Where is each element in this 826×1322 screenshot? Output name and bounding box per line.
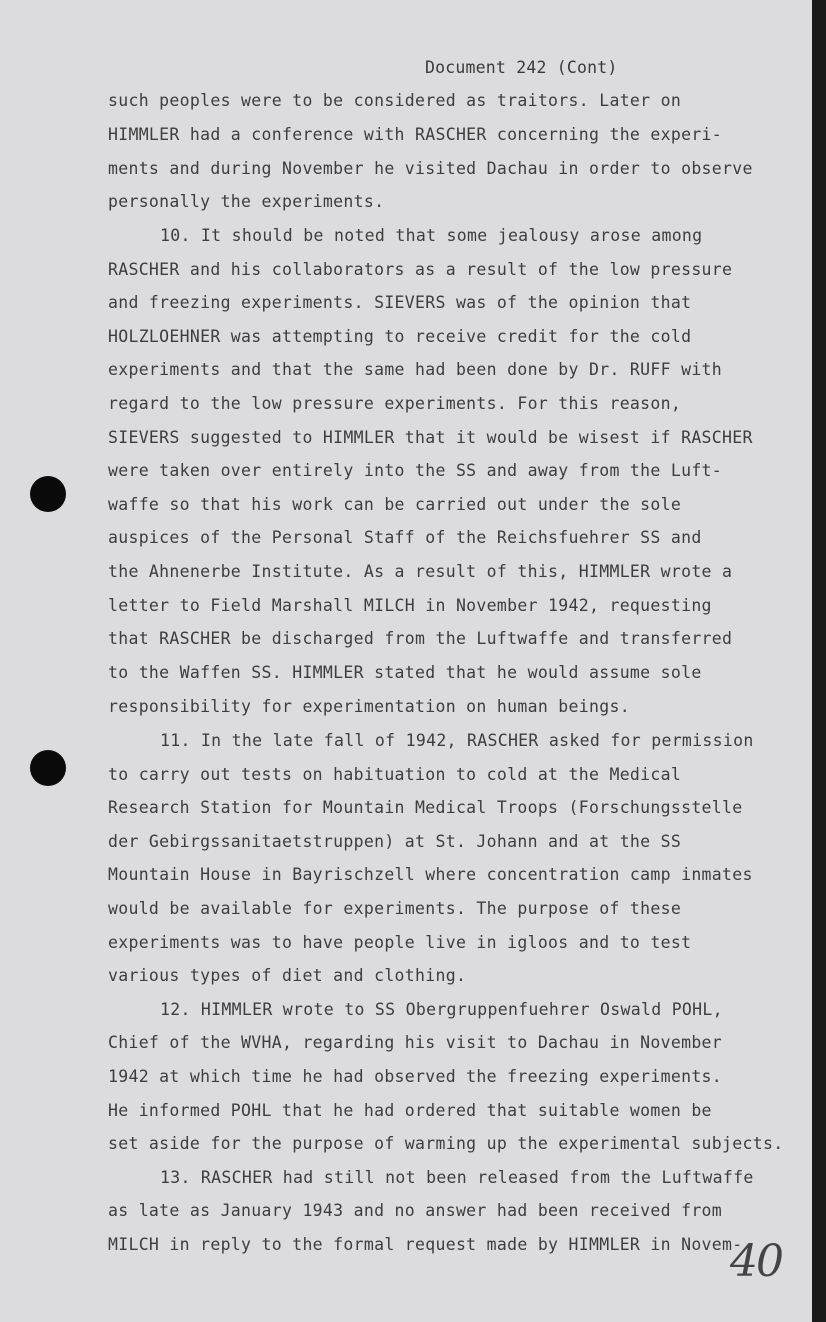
text-line: auspices of the Personal Staff of the Reichsfuehrer SS and <box>108 528 702 547</box>
text-line: as late as January 1943 and no answer had been received from <box>108 1201 723 1220</box>
text-line: Research Station for Mountain Medical Troops (Forschungsstelle <box>108 798 743 817</box>
punch-hole <box>30 750 66 786</box>
paragraph-12-start: 12. HIMMLER wrote to SS Obergruppenfuehrer Oswald POHL, <box>160 1000 723 1019</box>
text-line: that RASCHER be discharged from the Luftwaffe and transferred <box>108 629 733 648</box>
text-line: letter to Field Marshall MILCH in November 1942, requesting <box>108 596 712 615</box>
text-line: to the Waffen SS. HIMMLER stated that he would assume sole <box>108 663 702 682</box>
text-line: experiments was to have people live in igloos and to test <box>108 933 692 952</box>
text-line: Chief of the WVHA, regarding his visit to Dachau in November <box>108 1033 723 1052</box>
handwritten-page-number: 40 <box>730 1236 782 1287</box>
text-line: ments and during November he visited Dachau in order to observe <box>108 159 753 178</box>
text-line: and freezing experiments. SIEVERS was of the opinion that <box>108 293 692 312</box>
text-line: set aside for the purpose of warming up the experimental subjects. <box>108 1134 784 1153</box>
text-line: to carry out tests on habituation to cold at the Medical <box>108 765 682 784</box>
scan-edge <box>812 0 826 1322</box>
text-line: der Gebirgssanitaetstruppen) at St. Johann and at the SS <box>108 832 682 851</box>
paragraph-11-start: 11. In the late fall of 1942, RASCHER asked for permission <box>160 731 754 750</box>
text-line: were taken over entirely into the SS and away from the Luft- <box>108 461 723 480</box>
text-line: experiments and that the same had been done by Dr. RUFF with <box>108 360 723 379</box>
paragraph-13-start: 13. RASCHER had still not been released from the Luftwaffe <box>160 1168 754 1187</box>
text-line: responsibility for experimentation on human beings. <box>108 697 630 716</box>
text-line: He informed POHL that he had ordered that suitable women be <box>108 1101 712 1120</box>
text-line: Mountain House in Bayrischzell where concentration camp inmates <box>108 865 753 884</box>
text-line: HOLZLOEHNER was attempting to receive credit for the cold <box>108 327 692 346</box>
text-line: various types of diet and clothing. <box>108 966 467 985</box>
text-line: regard to the low pressure experiments. For this reason, <box>108 394 682 413</box>
text-line: waffe so that his work can be carried out under the sole <box>108 495 682 514</box>
text-line: HIMMLER had a conference with RASCHER concerning the experi- <box>108 125 723 144</box>
text-line: 1942 at which time he had observed the freezing experiments. <box>108 1067 723 1086</box>
text-line: SIEVERS suggested to HIMMLER that it would be wisest if RASCHER <box>108 428 753 447</box>
punch-hole <box>30 476 66 512</box>
text-line: such peoples were to be considered as traitors. Later on <box>108 91 682 110</box>
text-line: personally the experiments. <box>108 192 385 211</box>
paragraph-10-start: 10. It should be noted that some jealousy arose among <box>160 226 703 245</box>
text-line: RASCHER and his collaborators as a result of the low pressure <box>108 260 733 279</box>
text-line: the Ahnenerbe Institute. As a result of this, HIMMLER wrote a <box>108 562 733 581</box>
text-line: would be available for experiments. The purpose of these <box>108 899 682 918</box>
document-reference: Document 242 (Cont) <box>425 58 618 77</box>
text-line: MILCH in reply to the formal request made by HIMMLER in Novem- <box>108 1235 743 1254</box>
